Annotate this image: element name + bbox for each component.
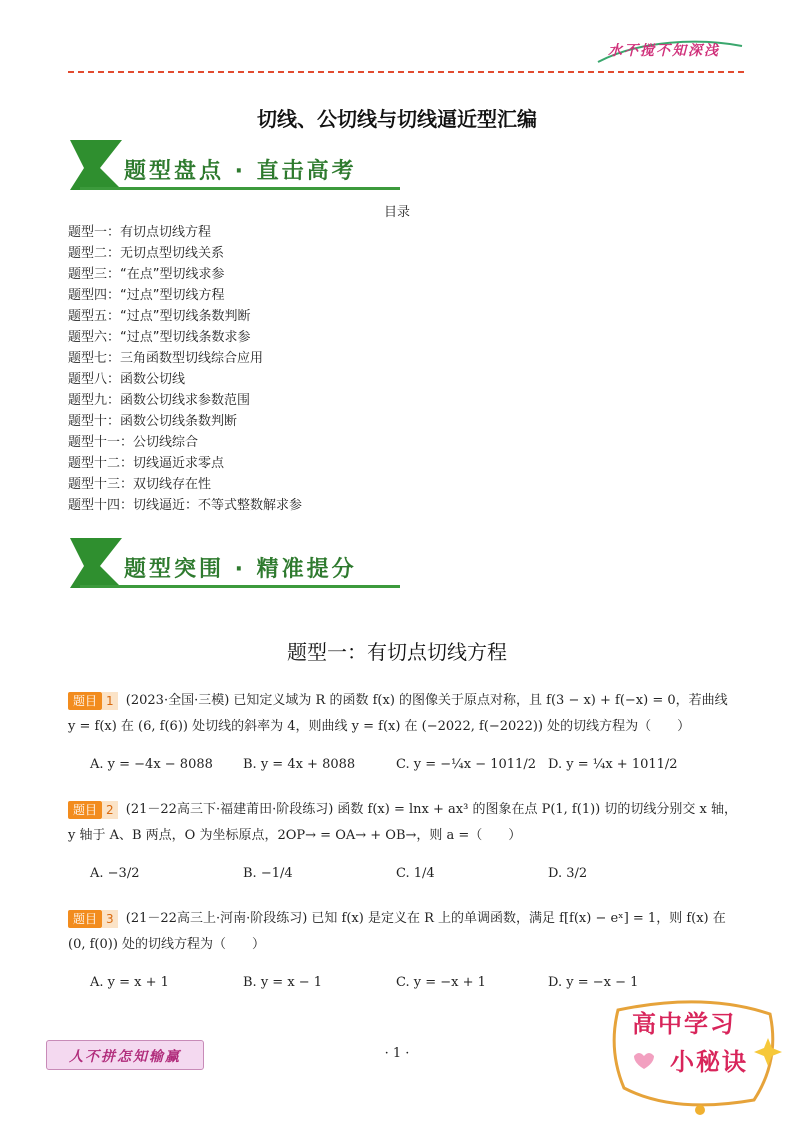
option-a[interactable]: A. y = x + 1 xyxy=(90,975,169,990)
header-motto xyxy=(590,32,750,68)
toc-item[interactable]: 题型十三：双切线存在性 xyxy=(68,477,212,492)
question-tag: 题目 xyxy=(68,910,102,928)
question-text: (21－22高三下·福建莆田·阶段练习) 函数 f(x) = lnx + ax³ 的图象在点 P(1, f(1)) 切的切线分别交 x 轴，y 轴于 A、B 两点，O 为坐标原点，2OP→ = OA→ + OB→，则 a =（ ） xyxy=(68,802,737,843)
toc-item[interactable]: 题型十一：公切线综合 xyxy=(68,435,199,450)
study-tips-sticker xyxy=(604,990,784,1118)
question-3 xyxy=(68,906,738,1002)
toc-item[interactable]: 题型一：有切点切线方程 xyxy=(68,225,212,240)
question-tag: 题目 xyxy=(68,692,102,710)
toc-item[interactable]: 题型八：函数公切线 xyxy=(68,372,186,387)
sticker-line-1: 高中学习 xyxy=(632,1010,736,1038)
option-c[interactable]: C. y = −¼x − 1011/2 xyxy=(396,757,536,772)
option-d[interactable]: D. 3/2 xyxy=(548,866,588,881)
toc-item[interactable]: 题型五：“过点”型切线条数判断 xyxy=(68,309,251,324)
question-2 xyxy=(68,797,738,893)
toc-item[interactable]: 题型十四：切线逼近：不等式整数解求参 xyxy=(68,498,303,513)
toc-item[interactable]: 题型十二：切线逼近求零点 xyxy=(68,456,225,471)
option-a[interactable]: A. −3/2 xyxy=(90,866,140,881)
toc-item[interactable]: 题型十：函数公切线条数判断 xyxy=(68,414,238,429)
banner-title: 题型突围 · 精准提分 xyxy=(124,557,357,582)
sticker-line-2: 小秘诀 xyxy=(670,1048,748,1076)
toc-item[interactable]: 题型四：“过点”型切线方程 xyxy=(68,288,225,303)
document-title: 切线、公切线与切线逼近型汇编 xyxy=(257,107,537,131)
toc-item[interactable]: 题型六：“过点”型切线条数求参 xyxy=(68,330,251,345)
section-banner-overview xyxy=(70,140,400,196)
option-b[interactable]: B. −1/4 xyxy=(243,866,293,881)
toc-heading: 目录 xyxy=(383,205,410,220)
header-divider xyxy=(68,71,744,73)
question-number: 2 xyxy=(102,801,118,819)
option-c[interactable]: C. 1/4 xyxy=(396,866,435,881)
toc-item[interactable]: 题型三：“在点”型切线求参 xyxy=(68,267,225,282)
option-d[interactable]: D. y = ¼x + 1011/2 xyxy=(548,757,678,772)
toc-item[interactable]: 题型九：函数公切线求参数范围 xyxy=(68,393,251,408)
question-tag: 题目 xyxy=(68,801,102,819)
footer-motto-text: 人不拼怎知输赢 xyxy=(69,1049,181,1065)
toc-item[interactable]: 题型二：无切点型切线关系 xyxy=(68,246,225,261)
option-a[interactable]: A. y = −4x − 8088 xyxy=(90,757,213,772)
answer-options xyxy=(68,859,738,893)
option-b[interactable]: B. y = x − 1 xyxy=(243,975,323,990)
banner-title: 题型盘点 · 直击高考 xyxy=(124,159,357,184)
section-title: 题型一：有切点切线方程 xyxy=(287,640,507,664)
section-banner-breakthrough xyxy=(70,538,400,594)
toc-item[interactable]: 题型七：三角函数型切线综合应用 xyxy=(68,351,264,366)
option-c[interactable]: C. y = −x + 1 xyxy=(396,975,486,990)
header-motto-text: 水不搅不知深浅 xyxy=(608,43,720,59)
question-text: (2023·全国·三模) 已知定义域为 R 的函数 f(x) 的图像关于原点对称，且 f(3 − x) + f(−x) = 0，若曲线 y = f(x) 在 (6, f(6)) 处切线的斜率为 4，则曲线 y = f(x) 在 (−2022, f(−2022)) 处的切线方程为（ ） xyxy=(68,693,728,734)
table-of-contents xyxy=(68,222,302,516)
question-number: 3 xyxy=(102,910,118,928)
page-number: · 1 · xyxy=(384,1046,410,1061)
question-number: 1 xyxy=(102,692,118,710)
question-1 xyxy=(68,688,738,784)
option-d[interactable]: D. y = −x − 1 xyxy=(548,975,639,990)
option-b[interactable]: B. y = 4x + 8088 xyxy=(243,757,356,772)
answer-options xyxy=(68,750,738,784)
question-text: (21－22高三上·河南·阶段练习) 已知 f(x) 是定义在 R 上的单调函数，满足 f[f(x) − eˣ] = 1，则 f(x) 在 (0, f(0)) 处的切线方程为（ ） xyxy=(68,911,726,952)
